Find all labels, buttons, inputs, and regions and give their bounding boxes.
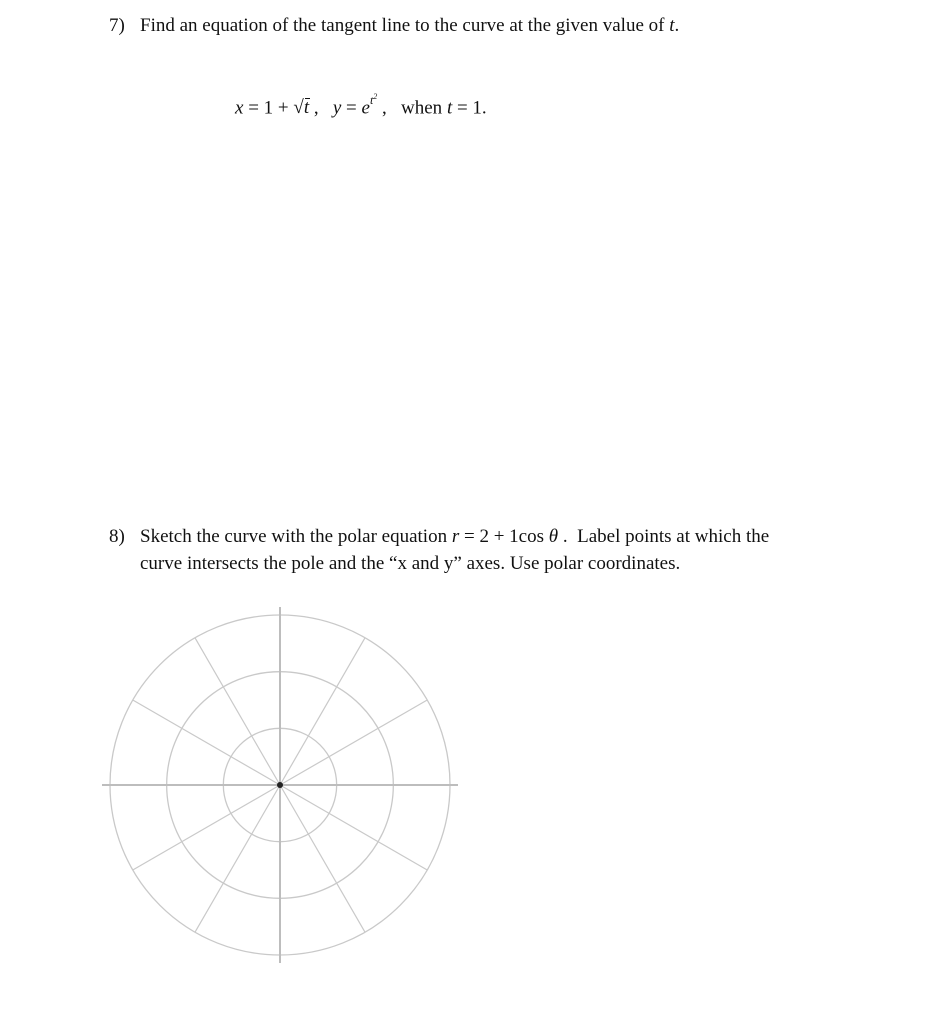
polar-spoke-210deg [133,785,280,870]
problem-7-var-t: t [669,15,675,36]
sqrt-expression [293,96,309,120]
eq-exponent-power: 2 [373,92,378,101]
polar-spoke-30deg [280,700,427,785]
polar-spoke-120deg [195,638,280,785]
eq-t-value: = 1. [452,97,487,119]
problem-8-line-1 [140,525,769,549]
polar-spoke-150deg [133,700,280,785]
problem-7-number: 7) [109,15,125,36]
problem-7-text: Find an equation of the tangent line to the curve at the given value of [140,15,670,36]
eq-x-rhs: = 1 + [243,97,294,119]
eq-exponent [370,93,377,107]
polar-pole [277,782,283,788]
problem-7-equations [235,87,487,120]
problem-8-theta: θ [548,526,559,547]
problem-7-period: . [674,15,680,36]
eq-x-var: x [235,97,244,119]
problem-8-equation: = 2 + 1cos [459,526,549,547]
eq-y-var: y [332,97,342,119]
eq-when: when [401,97,447,119]
problem-8-text-start: Sketch the curve with the polar equation [140,526,452,547]
problem-7-prompt [140,14,679,38]
eq-t-var: t [446,97,453,119]
polar-spoke-240deg [195,785,280,932]
eq-y-equals: = [341,97,362,119]
polar-spoke-330deg [280,785,427,870]
problem-8-text-end: . Label points at which the [558,526,770,547]
eq-exponent-base: t [369,93,374,107]
eq-separator-2: , [377,97,402,119]
eq-separator-1: , [309,97,333,119]
problem-8-number: 8) [109,526,125,547]
sqrt-argument: t [303,97,310,119]
polar-grid [100,605,460,965]
problem-8-r-var: r [451,526,460,547]
polar-spoke-60deg [280,638,365,785]
sqrt-symbol: √ [293,97,304,119]
eq-e: e [361,97,370,119]
polar-spoke-300deg [280,785,365,932]
problem-8-line-2: curve intersects the pole and the “x and y” axes. Use polar coordinates. [140,553,681,574]
sqrt-vinculum [305,98,310,99]
